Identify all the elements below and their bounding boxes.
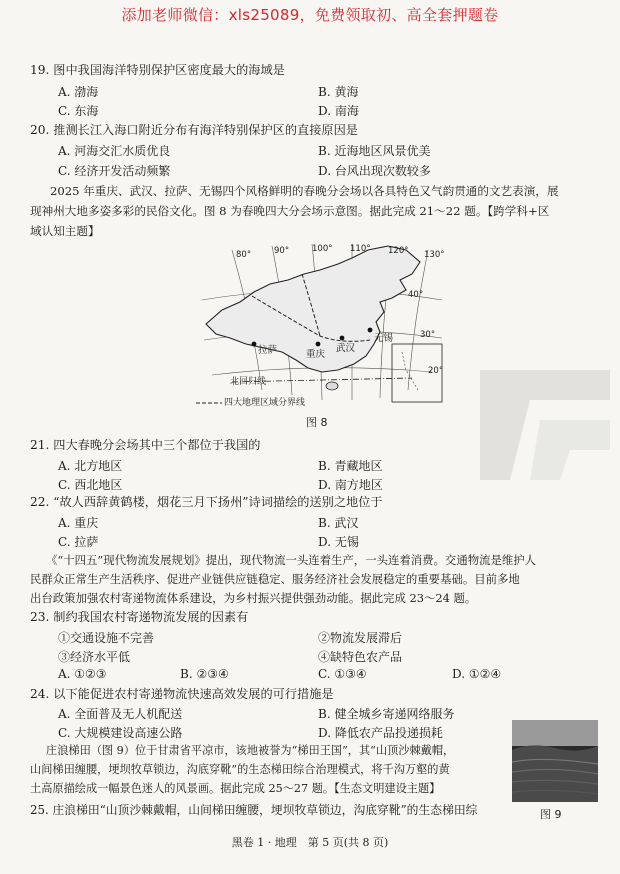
q21-option-a: A. 北方地区 (58, 459, 123, 473)
q21-stem: 21. 四大春晚分会场其中三个都位于我国的 (30, 438, 261, 452)
q24-stem: 24. 以下能促进农村寄递物流快速高效发展的可行措施是 (30, 687, 334, 701)
lon-label-80: 80° (236, 250, 252, 260)
q24-option-c: C. 大规模建设高速公路 (58, 726, 183, 740)
q23-item-4: ④缺特色农产品 (318, 650, 403, 664)
q23-item-2: ②物流发展滞后 (318, 631, 403, 645)
q20-option-a: A. 河海交汇水质优良 (58, 144, 171, 158)
intro2-line2: 民群众正常生产生活秩序、促进产业链供应链稳定、服务经济社会发展稳定的重要基础。目前多地 (30, 572, 520, 586)
q21-option-b: B. 青藏地区 (318, 459, 383, 473)
promo-banner: 添加老师微信：xls25089，免费领取初、高全套押题卷 (121, 6, 499, 24)
map-label-lhasa: 拉萨 (258, 345, 278, 356)
q19-option-a: A. 渤海 (58, 85, 99, 99)
q22-option-d: D. 无锡 (318, 535, 359, 549)
q23-option-b: B. ②③④ (180, 667, 229, 681)
intro1-line3: 域认知主题】 (30, 224, 100, 238)
q19-option-c: C. 东海 (58, 104, 99, 118)
q25-stem: 25. 庄浪梯田“山顶沙棘戴帽，山间梯田缠腰，埂坝牧草锁边，沟底穿靴”的生态梯田综 (30, 803, 478, 817)
q22-option-b: B. 武汉 (318, 516, 359, 530)
q24-option-d: D. 降低农产品投递损耗 (318, 726, 443, 740)
q23-stem: 23. 制约我国农村寄递物流发展的因素有 (30, 610, 249, 624)
q21-option-d: D. 南方地区 (318, 478, 383, 492)
intro3-line2: 山间梯田缠腰，埂坝牧草锁边，沟底穿靴”的生态梯田综合治理模式，将千沟万壑的黄 (30, 763, 450, 776)
intro3-line1: 庄浪梯田（图 9）位于甘肃省平凉市，该地被誉为“梯田王国”，其“山顶沙棘戴帽， (46, 744, 455, 757)
q23-option-d: D. ①②④ (452, 667, 502, 681)
q22-stem: 22. “故人西辞黄鹤楼，烟花三月下扬州”诗词描绘的送别之地位于 (30, 495, 383, 509)
lon-label-110: 110° (350, 244, 371, 254)
map-legend-boundary: 四大地理区域分界线 (224, 398, 306, 408)
lat-label-40: 40° (408, 290, 424, 300)
lat-label-30: 30° (420, 330, 436, 340)
figure8-caption: 图 8 (306, 416, 328, 429)
terrace-photo (512, 720, 598, 802)
figure9-caption: 图 9 (540, 808, 562, 821)
lhasa-dot (252, 342, 257, 347)
watermark-graphic (470, 360, 620, 490)
lon-label-120: 120° (388, 246, 409, 256)
q20-option-b: B. 近海地区风景优美 (318, 144, 431, 158)
intro2-line3: 出台政策加强农村寄递物流体系建设，为乡村振兴提供强劲动能。据此完成 23～24 题。 (30, 591, 477, 605)
q24-option-b: B. 健全城乡寄递网络服务 (318, 707, 455, 721)
q23-option-c: C. ①③④ (318, 667, 367, 681)
intro1-line2: 现神州大地多姿多彩的民俗文化。图 8 为春晚四大分会场示意图。据此完成 21～22 题。【跨学科+区 (30, 204, 550, 218)
q24-option-a: A. 全面普及无人机配送 (58, 707, 183, 721)
q19-option-b: B. 黄海 (318, 85, 359, 99)
intro2-line1: 《“十四五”现代物流发展规划》提出，现代物流一头连着生产，一头连着消费。交通物流是维护人 (46, 553, 537, 567)
q20-option-c: C. 经济开发活动频繁 (58, 164, 171, 178)
lon-label-130: 130° (424, 250, 445, 260)
page-footer: 黑卷 1 · 地理 第 5 页(共 8 页) (231, 836, 389, 849)
q20-option-d: D. 台风出现次数较多 (318, 164, 431, 178)
q20-stem: 20. 推测长江入海口附近分布有海洋特别保护区的直接原因是 (30, 123, 358, 137)
q19-stem: 19. 图中我国海洋特别保护区密度最大的海域是 (30, 63, 285, 77)
map-label-chongqing: 重庆 (306, 349, 326, 360)
q21-option-c: C. 西北地区 (58, 478, 123, 492)
map-label-tropic: 北回归线 (230, 377, 267, 387)
lon-label-90: 90° (274, 246, 290, 256)
wuxi-dot (368, 328, 373, 333)
q22-option-c: C. 拉萨 (58, 535, 99, 549)
lon-label-100: 100° (312, 244, 333, 254)
intro1-line1: 2025 年重庆、武汉、拉萨、无锡四个风格鲜明的春晚分会场以各具特色又气韵贯通的文艺表演，展 (50, 184, 559, 198)
legend-dash-icon (196, 400, 222, 406)
q23-option-a: A. ①②③ (58, 667, 107, 681)
q19-option-d: D. 南海 (318, 104, 359, 118)
q23-item-1: ①交通设施不完善 (58, 631, 155, 645)
map-label-wuhan: 武汉 (336, 343, 356, 354)
map-label-wuxi: 无锡 (374, 333, 394, 344)
lat-label-20: 20° (428, 366, 444, 376)
intro3-line3: 土高原描绘成一幅景色迷人的风景画。据此完成 25～27 题。【生态文明建设主题】 (30, 782, 441, 795)
q22-option-a: A. 重庆 (58, 516, 99, 530)
q23-item-3: ③经济水平低 (58, 650, 131, 664)
